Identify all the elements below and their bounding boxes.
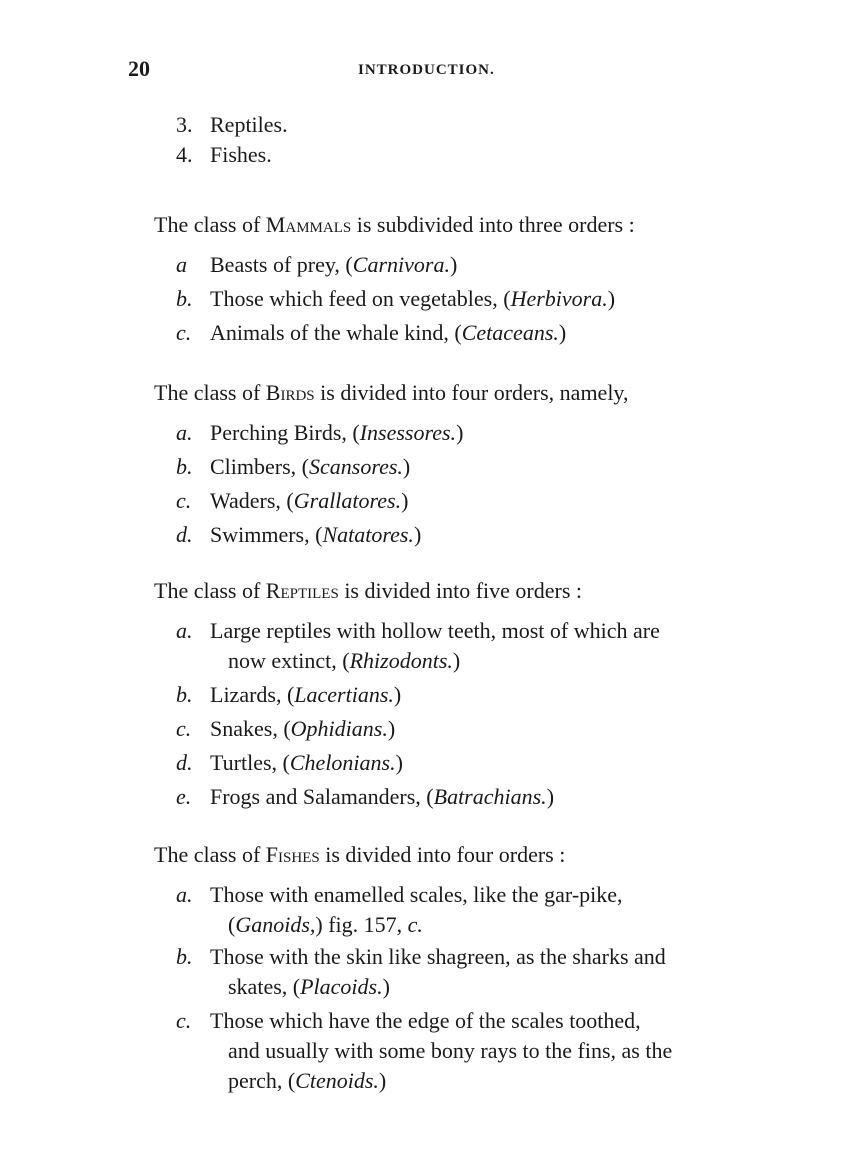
list-item: 4. Fishes. bbox=[176, 142, 272, 167]
list-item: c. Snakes, (Ophidians.) bbox=[176, 716, 396, 741]
list-item: a. Large reptiles with hollow teeth, most of which are bbox=[176, 618, 660, 643]
list-item: c. Waders, (Grallatores.) bbox=[176, 488, 409, 513]
birds-heading: The class of Birds is divided into four orders, namely, bbox=[154, 380, 629, 405]
list-item-continuation: perch, (Ctenoids.) bbox=[228, 1068, 387, 1093]
list-item-continuation: now extinct, (Rhizodonts.) bbox=[228, 648, 461, 673]
list-item: a. Those with enamelled scales, like the gar-pike, bbox=[176, 882, 623, 907]
list-item: c. Those which have the edge of the scales toothed, bbox=[176, 1008, 641, 1033]
page-number: 20 bbox=[128, 56, 150, 81]
list-item: b. Those which feed on vegetables, (Herbivora.) bbox=[176, 286, 616, 311]
list-item: b. Climbers, (Scansores.) bbox=[176, 454, 411, 479]
list-item-continuation: skates, (Placoids.) bbox=[228, 974, 390, 999]
list-item: d. Swimmers, (Natatores.) bbox=[176, 522, 422, 547]
running-head: INTRODUCTION. bbox=[358, 62, 495, 78]
list-item: a. Perching Birds, (Insessores.) bbox=[176, 420, 464, 445]
reptiles-heading: The class of Reptiles is divided into five orders : bbox=[154, 578, 582, 603]
list-item: b. Those with the skin like shagreen, as the sharks and bbox=[176, 944, 666, 969]
page-header bbox=[128, 56, 728, 90]
list-item-continuation: and usually with some bony rays to the fins, as the bbox=[228, 1038, 673, 1063]
list-item: 3. Reptiles. bbox=[176, 112, 288, 137]
list-item: a Beasts of prey, (Carnivora.) bbox=[176, 252, 458, 277]
mammals-heading: The class of Mammals is subdivided into three orders : bbox=[154, 212, 635, 237]
list-item: c. Animals of the whale kind, (Cetaceans.) bbox=[176, 320, 567, 345]
list-item: e. Frogs and Salamanders, (Batrachians.) bbox=[176, 784, 555, 809]
list-item: d. Turtles, (Chelonians.) bbox=[176, 750, 403, 775]
fishes-heading: The class of Fishes is divided into four orders : bbox=[154, 842, 566, 867]
list-item: b. Lizards, (Lacertians.) bbox=[176, 682, 402, 707]
list-item-continuation: (Ganoids,) fig. 157, c. bbox=[228, 912, 423, 937]
